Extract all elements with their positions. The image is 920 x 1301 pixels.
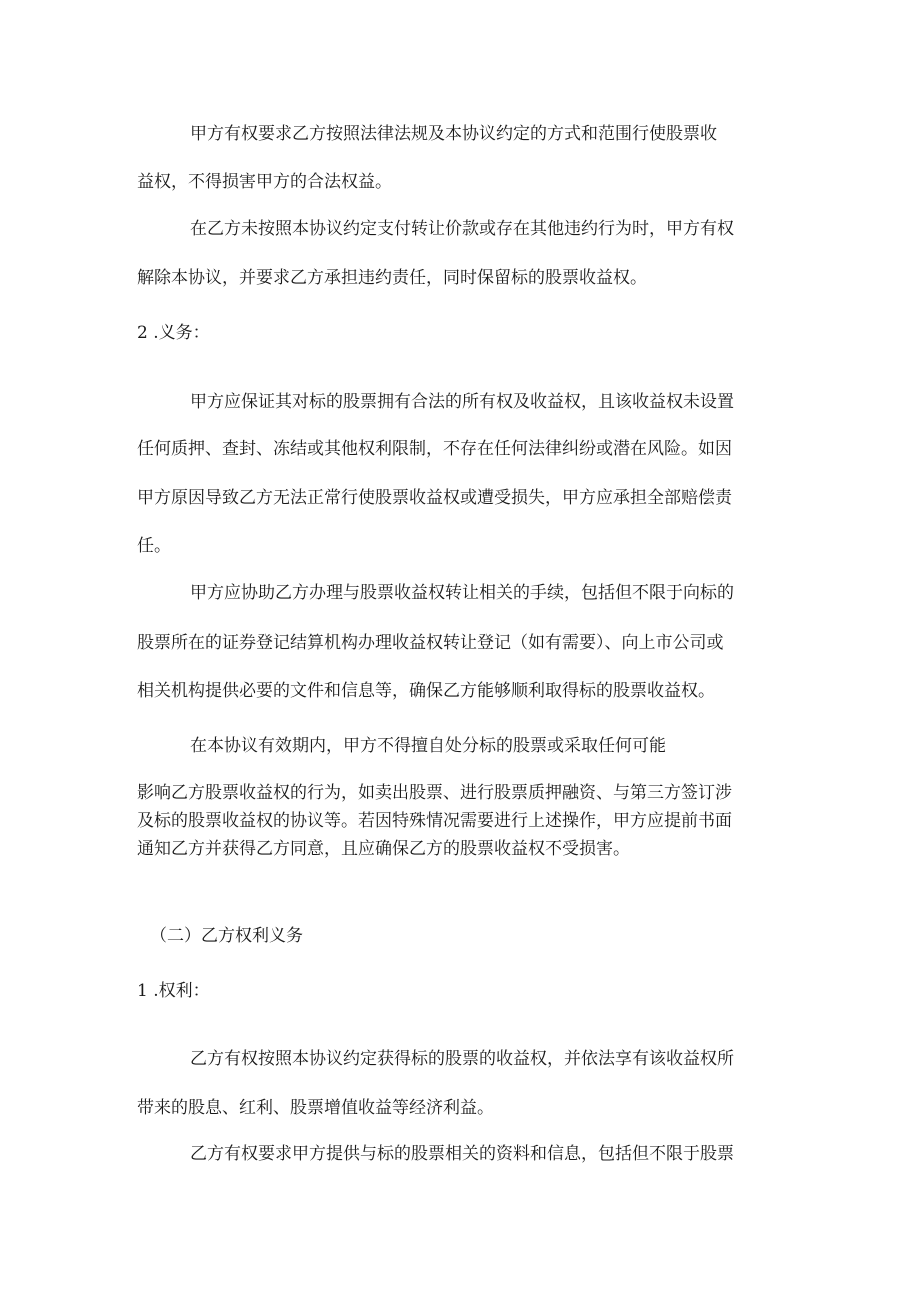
section-title-party-b: （二）乙方权利义务: [150, 926, 303, 946]
para-obligation-2-line: 相关机构提供必要的文件和信息等，确保乙方能够顺利取得标的股票收益权。: [137, 681, 715, 701]
para-obligation-1-line: 甲方原因导致乙方无法正常行使股票收益权或遭受损失，甲方应承担全部赔偿责: [137, 488, 732, 508]
para-obligation-1-line: 任。: [137, 536, 171, 556]
para-obligation-1-line: 甲方应保证其对标的股票拥有合法的所有权及收益权，且该收益权未设置: [190, 392, 734, 412]
para-party-b-right-1-line: 乙方有权按照本协议约定获得标的股票的收益权，并依法享有该收益权所: [190, 1049, 734, 1069]
para-rights-1-line: 甲方有权要求乙方按照法律法规及本协议约定的方式和范围行使股票收: [190, 124, 717, 144]
para-obligation-1-line: 任何质押、查封、冻结或其他权利限制，不存在任何法律纠纷或潜在风险。如因: [137, 439, 732, 459]
para-rights-2-line: 在乙方未按照本协议约定支付转让价款或存在其他违约行为时，甲方有权: [190, 219, 734, 239]
para-obligation-2-line: 股票所在的证券登记结算机构办理收益权转让登记（如有需要）、向上市公司或: [137, 633, 724, 653]
heading-obligations: 2 .义务：: [137, 323, 210, 343]
heading-rights: 1 .权利：: [137, 981, 210, 1001]
para-party-b-right-2-line: 乙方有权要求甲方提供与标的股票相关的资料和信息，包括但不限于股票: [190, 1144, 734, 1164]
para-obligation-2-line: 甲方应协助乙方办理与股票收益权转让相关的手续，包括但不限于向标的: [190, 583, 734, 603]
para-rights-2-line: 解除本协议，并要求乙方承担违约责任，同时保留标的股票收益权。: [137, 268, 647, 288]
para-obligation-3-line: 通知乙方并获得乙方同意，且应确保乙方的股票收益权不受损害。: [137, 839, 630, 859]
para-party-b-right-1-line: 带来的股息、红利、股票增值收益等经济利益。: [137, 1098, 494, 1118]
para-obligation-3-line: 影响乙方股票收益权的行为，如卖出股票、进行股票质押融资、与第三方签订涉: [137, 783, 732, 803]
para-obligation-3-line: 在本协议有效期内，甲方不得擅自处分标的股票或采取任何可能: [190, 736, 666, 756]
para-obligation-3-line: 及标的股票收益权的协议等。若因特殊情况需要进行上述操作，甲方应提前书面: [137, 811, 732, 831]
para-rights-1-line: 益权，不得损害甲方的合法权益。: [137, 172, 392, 192]
